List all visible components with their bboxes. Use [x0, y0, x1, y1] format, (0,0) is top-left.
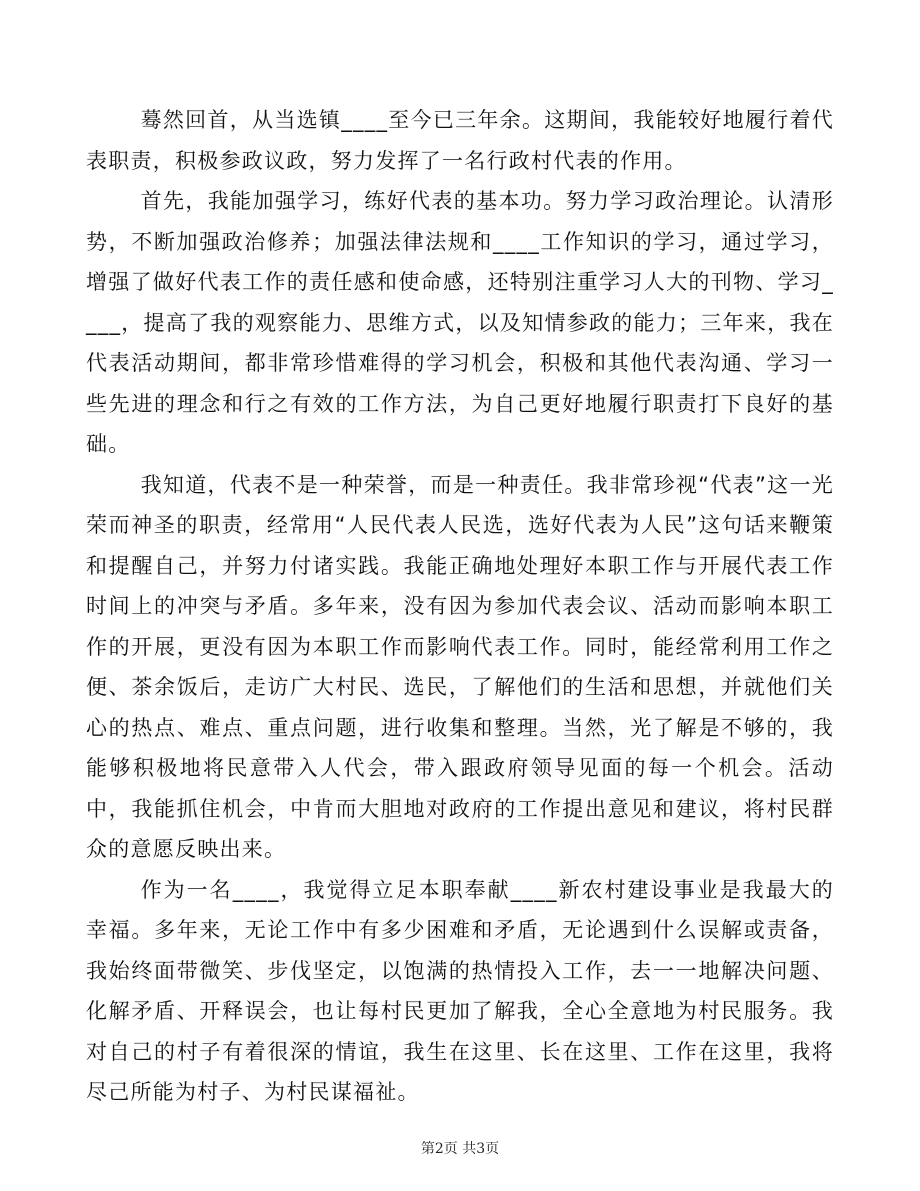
paragraph: 我知道，代表不是一种荣誉，而是一种责任。我非常珍视“代表”这一光荣而神圣的职责，经常用“人民代表人民选，选好代表为人民”这句话来鞭策和提醒自己，并努力付诸实践。我能正确地处理好本职工作与开展代表工作时间上的冲突与矛盾。多年来，没有因为参加代表会议、活动而影响本职工作的开展，更没有因为本职工作而影响代表工作。同时，能经常利用工作之便、茶余饭后，走访广大村民、选民，了解他们的生活和思想，并就他们关心的热点、难点、重点问题，进行收集和整理。当然，光了解是不够的，我能够积极地将民意带入人代会，带入跟政府领导见面的每一个机会。活动中，我能抓住机会，中肯而大胆地对政府的工作提出意见和建议，将村民群众的意愿反映出来。	[86, 472, 834, 861]
page-footer: 第2页 共3页	[420, 1141, 500, 1157]
paragraph: 作为一名____，我觉得立足本职奉献____新农村建设事业是我最大的幸福。多年来，无论工作中有多少困难和矛盾，无论遇到什么误解或责备，我始终面带微笑、步伐坚定，以饱满的热情投入工作，去一一地解决问题、化解矛盾、开释误会，也让每村民更加了解我，全心全意地为村民服务。我对自己的村子有着很深的情谊，我生在这里、长在这里、工作在这里，我将尽己所能为村子、为村民谋福祉。	[86, 877, 834, 1104]
paragraph: 蓦然回首，从当选镇____至今已三年余。这期间，我能较好地履行着代表职责，积极参政议政，努力发挥了一名行政村代表的作用。	[86, 108, 834, 173]
document-body	[86, 100, 834, 1113]
paragraph: 首先，我能加强学习，练好代表的基本功。努力学习政治理论。认清形势，不断加强政治修养；加强法律法规和____工作知识的学习，通过学习，增强了做好代表工作的责任感和使命感，还特别注重学习人大的刊物、学习____，提高了我的观察能力、思维方式，以及知情参政的能力；三年来，我在代表活动期间，都非常珍惜难得的学习机会，积极和其他代表沟通、学习一些先进的理念和行之有效的工作方法，为自己更好地履行职责打下良好的基础。	[86, 189, 834, 456]
